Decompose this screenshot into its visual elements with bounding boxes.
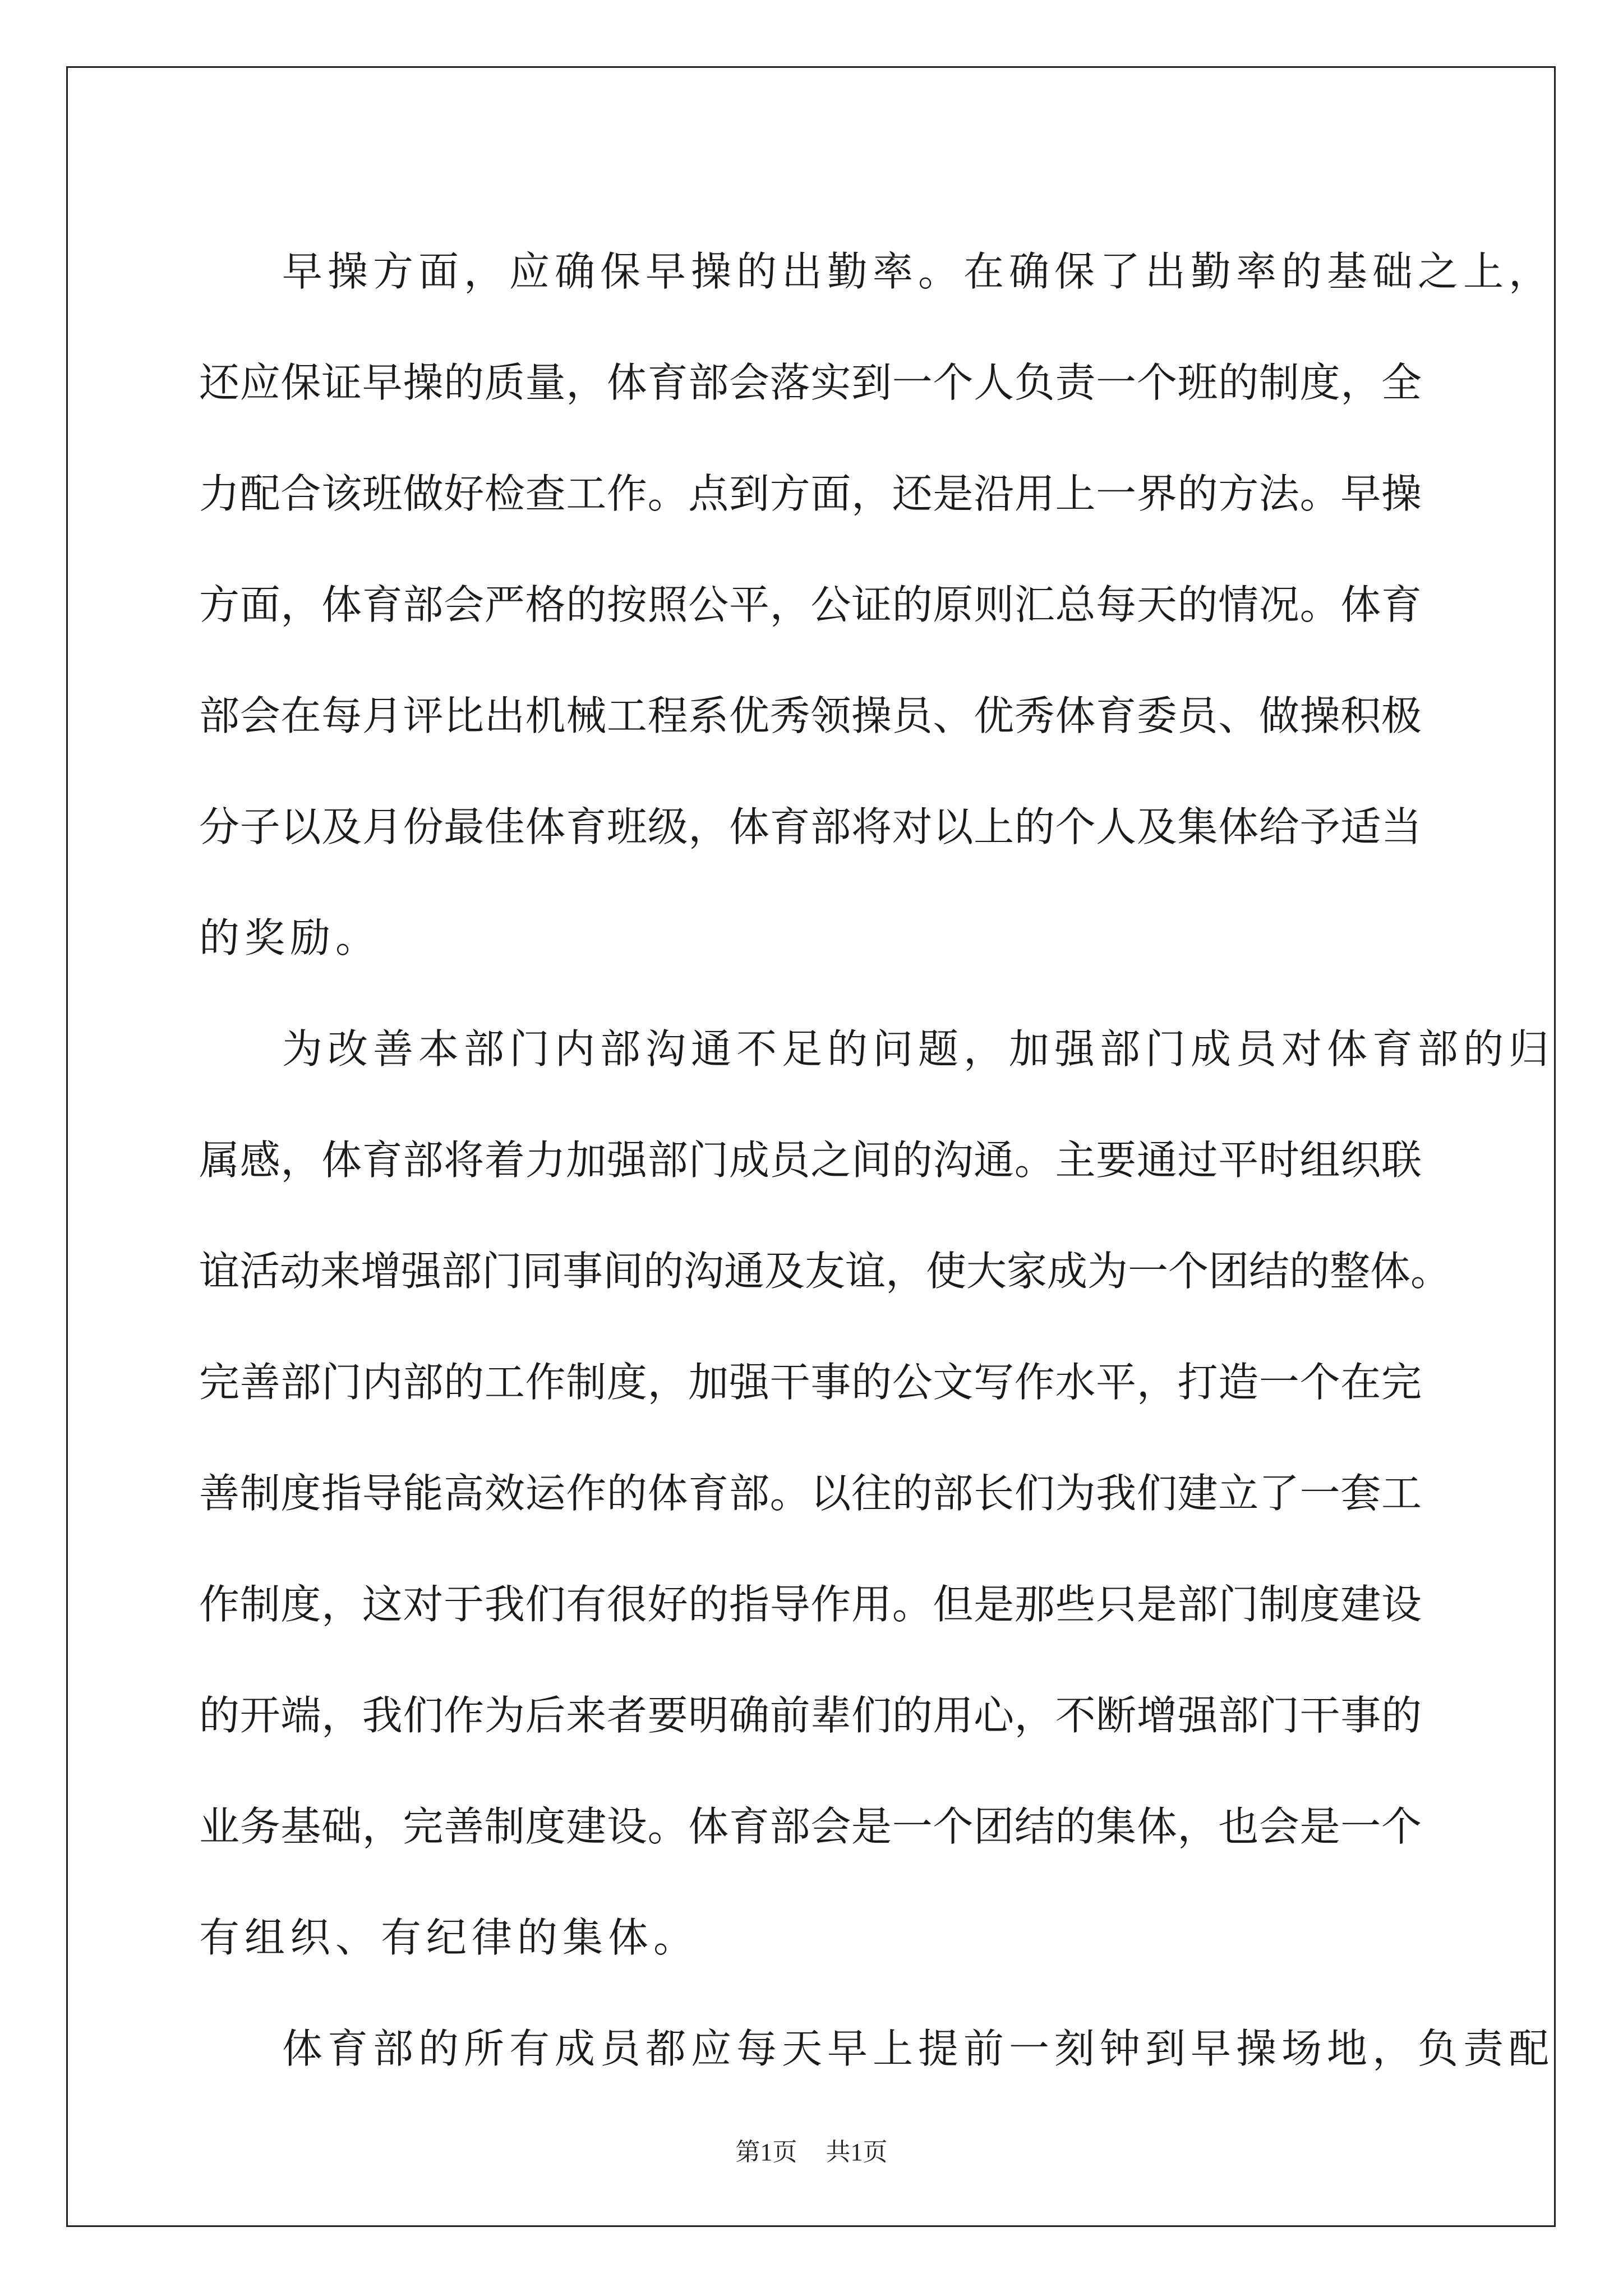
text-line: 属感，体育部将着力加强部门成员之间的沟通。主要通过平时组织联 (199, 1137, 1422, 1184)
page-total: 共1页 (826, 2138, 888, 2166)
paragraph-1 (199, 216, 1555, 993)
text-line: 体育部的所有成员都应每天早上提前一刻钟到早操场地，负责配 (282, 2025, 1555, 2072)
page-footer (0, 2132, 1623, 2168)
text-line: 有组织、有纪律的集体。 (199, 1914, 699, 1961)
paragraph-2 (199, 993, 1555, 1993)
paragraph-3 (199, 1993, 1555, 2104)
text-line: 部会在每月评比出机械工程系优秀领操员、优秀体育委员、做操积极 (199, 692, 1422, 739)
text-line: 善制度指导能高效运作的体育部。以往的部长们为我们建立了一套工 (199, 1470, 1422, 1517)
text-line: 分子以及月份最佳体育班级，体育部将对以上的个人及集体给予适当 (199, 803, 1422, 850)
text-line: 的奖励。 (199, 914, 381, 961)
text-line: 方面，体育部会严格的按照公平，公证的原则汇总每天的情况。体育 (199, 581, 1422, 628)
page-number: 第1页 (735, 2138, 797, 2166)
text-line: 为改善本部门内部沟通不足的问题，加强部门成员对体育部的归 (282, 1025, 1555, 1073)
text-line: 完善部门内部的工作制度，加强干事的公文写作水平，打造一个在完 (199, 1359, 1422, 1406)
text-line: 力配合该班做好检查工作。点到方面，还是沿用上一界的方法。早操 (199, 470, 1422, 517)
text-line: 业务基础，完善制度建设。体育部会是一个团结的集体，也会是一个 (199, 1803, 1422, 1850)
text-line: 的开端，我们作为后来者要明确前辈们的用心，不断增强部门干事的 (199, 1692, 1422, 1739)
text-line: 作制度，这对于我们有很好的指导作用。但是那些只是部门制度建设 (199, 1581, 1422, 1628)
text-line: 还应保证早操的质量，体育部会落实到一个人负责一个班的制度，全 (199, 359, 1422, 406)
text-line: 谊活动来增强部门同事间的沟通及友谊，使大家成为一个团结的整体。 (199, 1248, 1451, 1295)
text-line: 早操方面，应确保早操的出勤率。在确保了出勤率的基础之上， (282, 248, 1555, 295)
document-body (199, 216, 1555, 2104)
